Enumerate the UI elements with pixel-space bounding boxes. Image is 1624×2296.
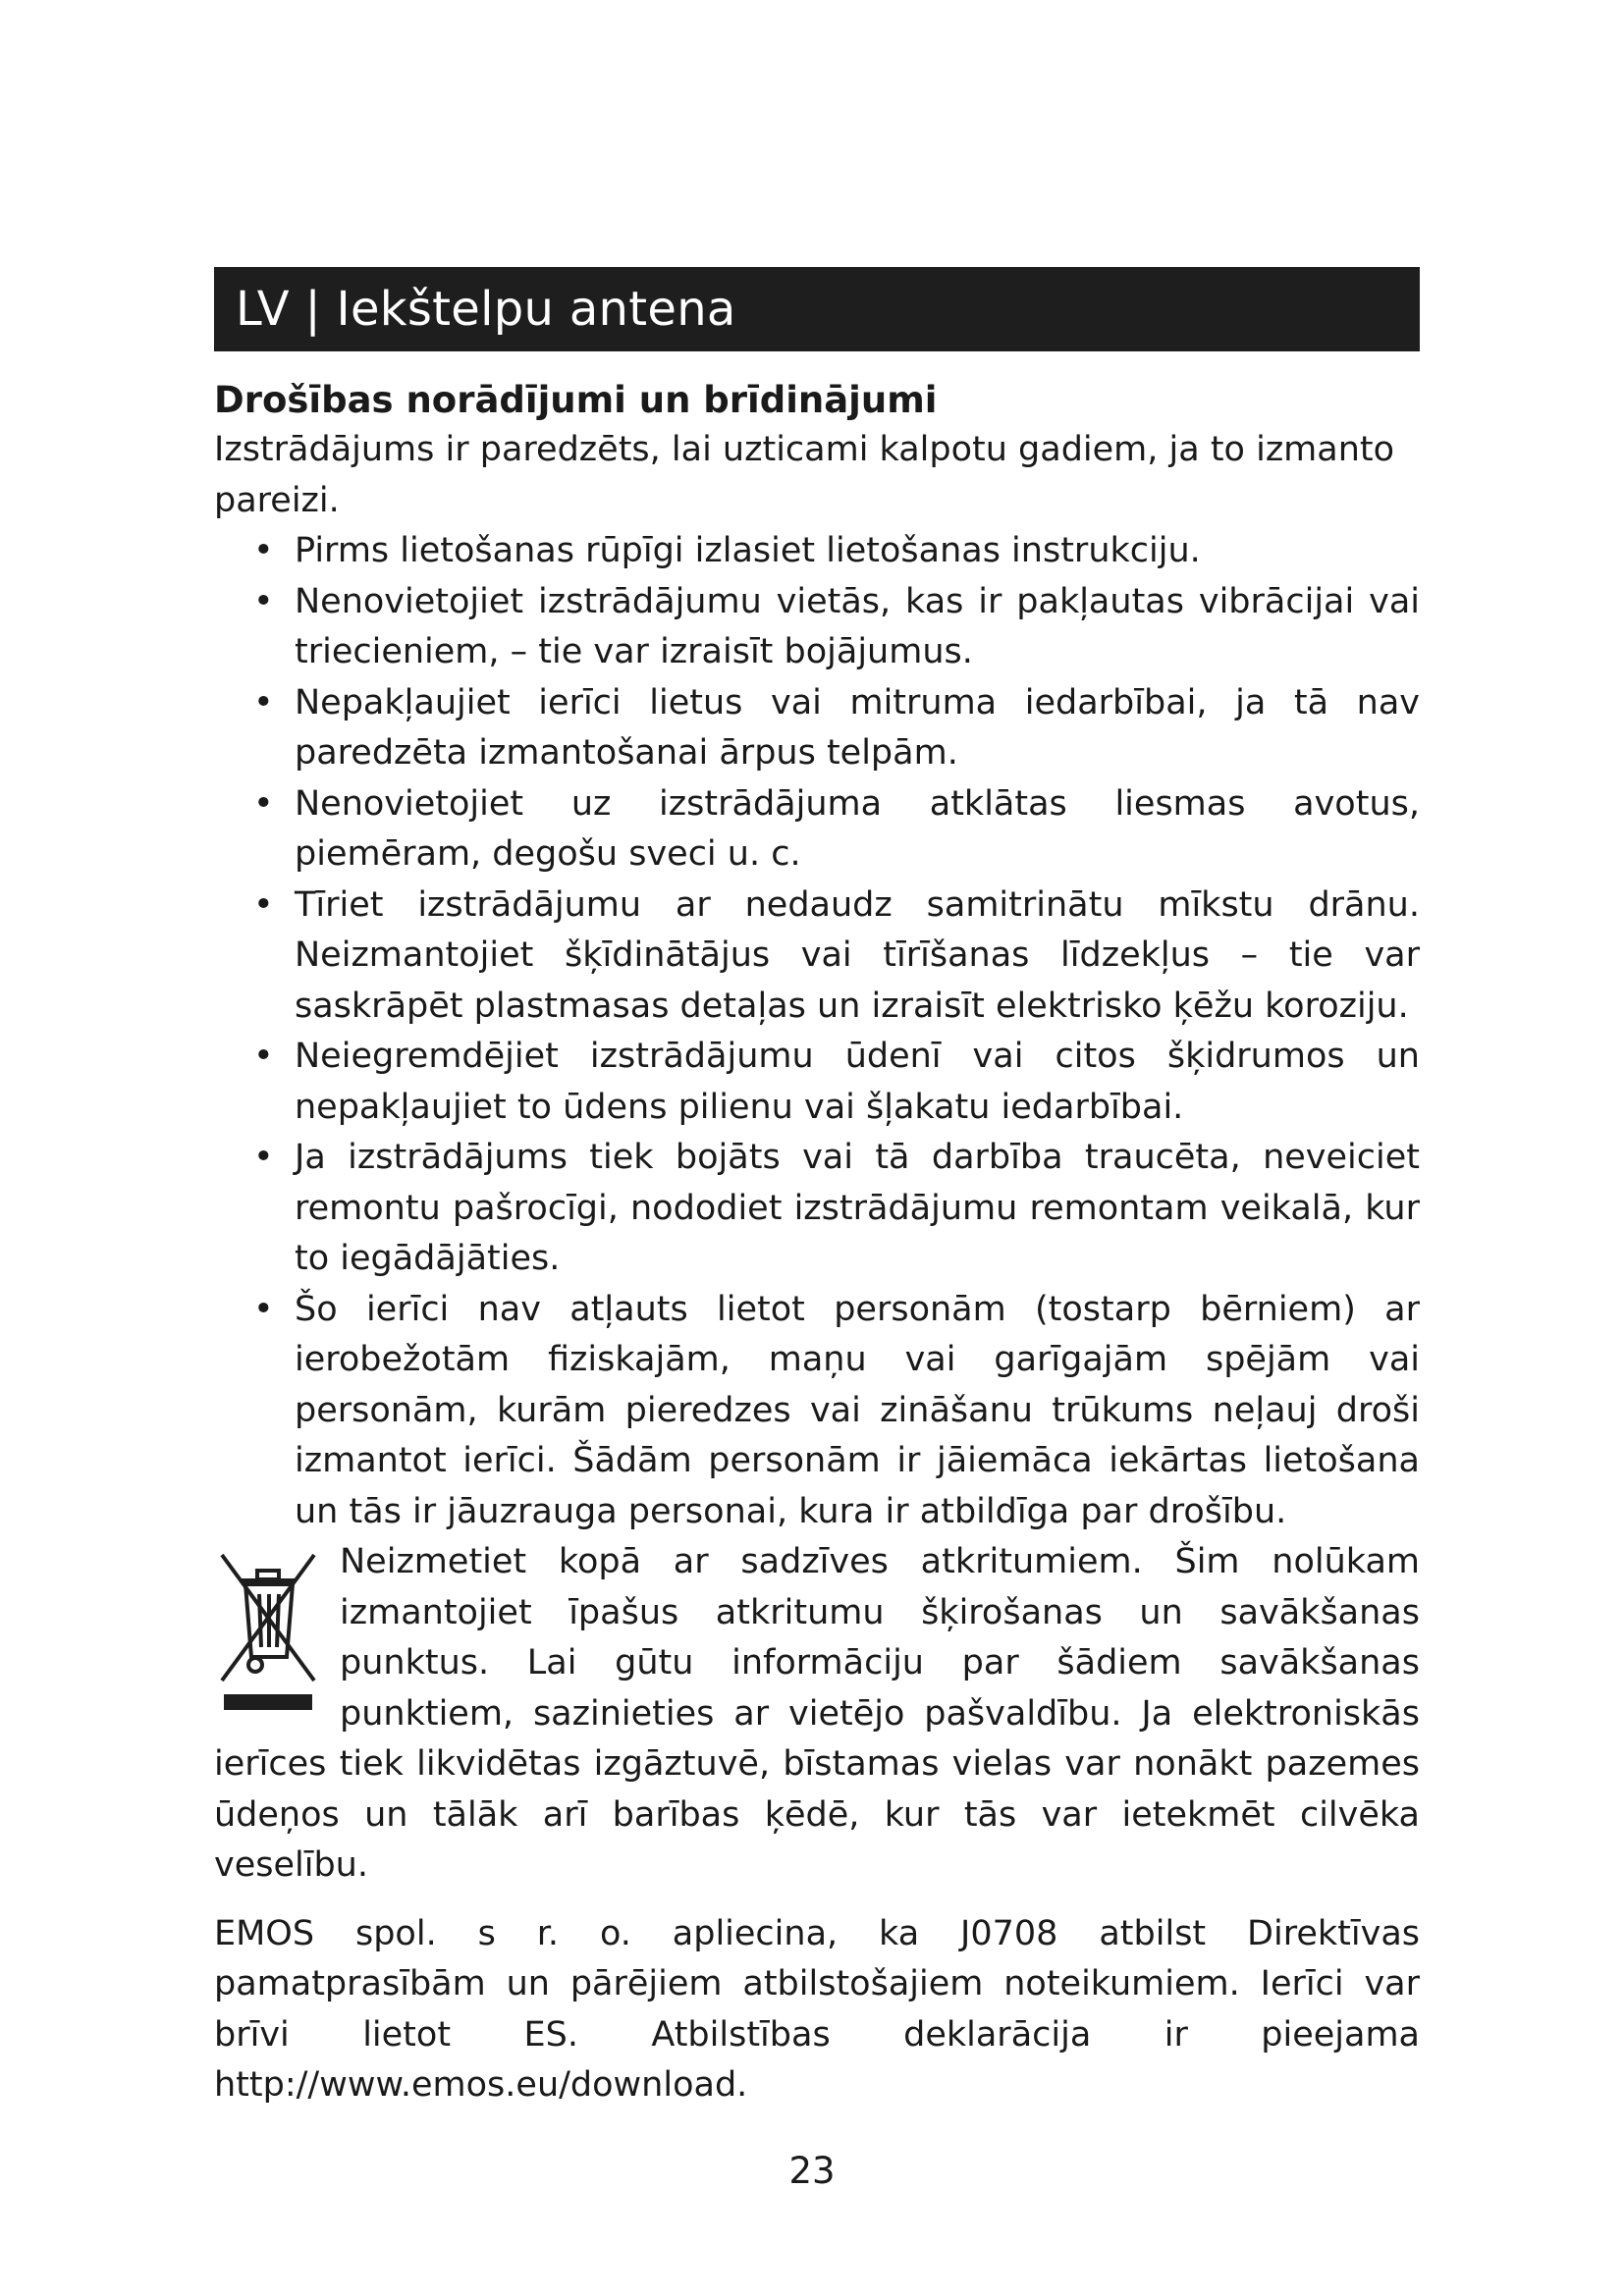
bullet-text: Šo ierīci nav atļauts lietot personām (tostarp bērniem) ar ierobežotām fiziskajām, maņu vai garīgajām spējām vai personām, kurām pieredzes vai zināšanu trūkums neļauj droši izmantot ierīci. Šādām personām ir jāiemāca iekārtas lietošana un tās ir jāuzrauga personai, kura ir atbildīga par drošību. bbox=[295, 1289, 1420, 1531]
bullet-dot: • bbox=[253, 682, 274, 722]
bullet-text: Nenovietojiet izstrādājumu vietās, kas ir pakļautas vibrācijai vai triecieniem, – tie var izraisīt bojājumus. bbox=[295, 581, 1420, 671]
bullet-text: Nenovietojiet uz izstrādājuma atklātas liesmas avotus, piemēram, degošu sveci u. c. bbox=[295, 783, 1420, 874]
safety-bullet-list bbox=[214, 526, 1420, 1537]
bullet-item bbox=[214, 577, 1420, 678]
bullet-dot: • bbox=[253, 531, 274, 570]
disposal-text: Neizmetiet kopā ar sadzīves atkritumiem. Šim nolūkam izmantojiet īpašus atkritumu šķirošanas un savākšanas punktus. Lai gūtu informāciju par šādiem savākšanas punktiem, sazinieties ar vietējo pašvaldību. Ja elektroniskās ierīces tiek likvidētas izgāztuvē, bīstamas vielas var nonākt pazemes ūdeņos un tālāk arī barības ķēdē, kur tās var ietekmēt cilvēka veselību. bbox=[214, 1542, 1420, 1885]
disposal-notice bbox=[214, 1537, 1420, 1892]
conformity-declaration: EMOS spol. s r. o. apliecina, ka J0708 atbilst Direktīvas pamatprasībām un pārējiem atbilstošajiem noteikumiem. Ierīci var brīvi lietot ES. Atbilstības deklarācija ir pieejama http://www.emos.eu/download. bbox=[214, 1913, 1420, 2105]
bullet-dot: • bbox=[253, 1289, 274, 1329]
bullet-item bbox=[214, 678, 1420, 779]
crossed-out-wheelie-bin-icon bbox=[214, 1541, 322, 1688]
bullet-dot: • bbox=[253, 1037, 274, 1076]
bullet-item bbox=[214, 1285, 1420, 1538]
weee-symbol bbox=[214, 1537, 322, 1714]
bullet-item bbox=[214, 881, 1420, 1033]
section-title: LV | Iekštelpu antena bbox=[236, 282, 736, 337]
bullet-item bbox=[214, 779, 1420, 881]
bullet-dot: • bbox=[253, 884, 274, 925]
page-number: 23 bbox=[788, 2150, 836, 2192]
bullet-item bbox=[214, 526, 1420, 577]
bullet-dot: • bbox=[253, 581, 274, 621]
safety-heading: Drošības norādījumi un brīdinājumi bbox=[214, 379, 938, 421]
bullet-text: Nepakļaujiet ierīci lietus vai mitruma iedarbībai, ja tā nav paredzēta izmantošanai ārpus telpām. bbox=[295, 682, 1420, 773]
bullet-text: Tīriet izstrādājumu ar nedaudz samitrinātu mīkstu drānu. Neizmantojiet šķīdinātājus vai tīrīšanas līdzekļus – tie var saskrāpēt plastmasas detaļas un izraisīt elektrisko ķēžu koroziju. bbox=[295, 884, 1420, 1026]
weee-underline-bar bbox=[224, 1694, 312, 1710]
intro-paragraph: Izstrādājums ir paredzēts, lai uzticami kalpotu gadiem, ja to izmanto pareizi. bbox=[214, 430, 1395, 520]
document-page bbox=[214, 267, 1420, 2111]
bullet-text: Neiegremdējiet izstrādājumu ūdenī vai citos šķidrumos un nepakļaujiet to ūdens pilienu vai šļakatu iedarbībai. bbox=[295, 1037, 1420, 1127]
bullet-dot: • bbox=[253, 1138, 274, 1177]
bullet-text: Pirms lietošanas rūpīgi izlasiet lietošanas instrukciju. bbox=[295, 531, 1201, 570]
section-title-bar bbox=[214, 267, 1420, 351]
bullet-text: Ja izstrādājums tiek bojāts vai tā darbība traucēta, neveiciet remontu pašrocīgi, nododiet izstrādājumu remontam veikalā, kur to iegādājāties. bbox=[295, 1138, 1420, 1278]
bullet-dot: • bbox=[253, 783, 274, 824]
bullet-item bbox=[214, 1032, 1420, 1133]
bullet-item bbox=[214, 1133, 1420, 1285]
